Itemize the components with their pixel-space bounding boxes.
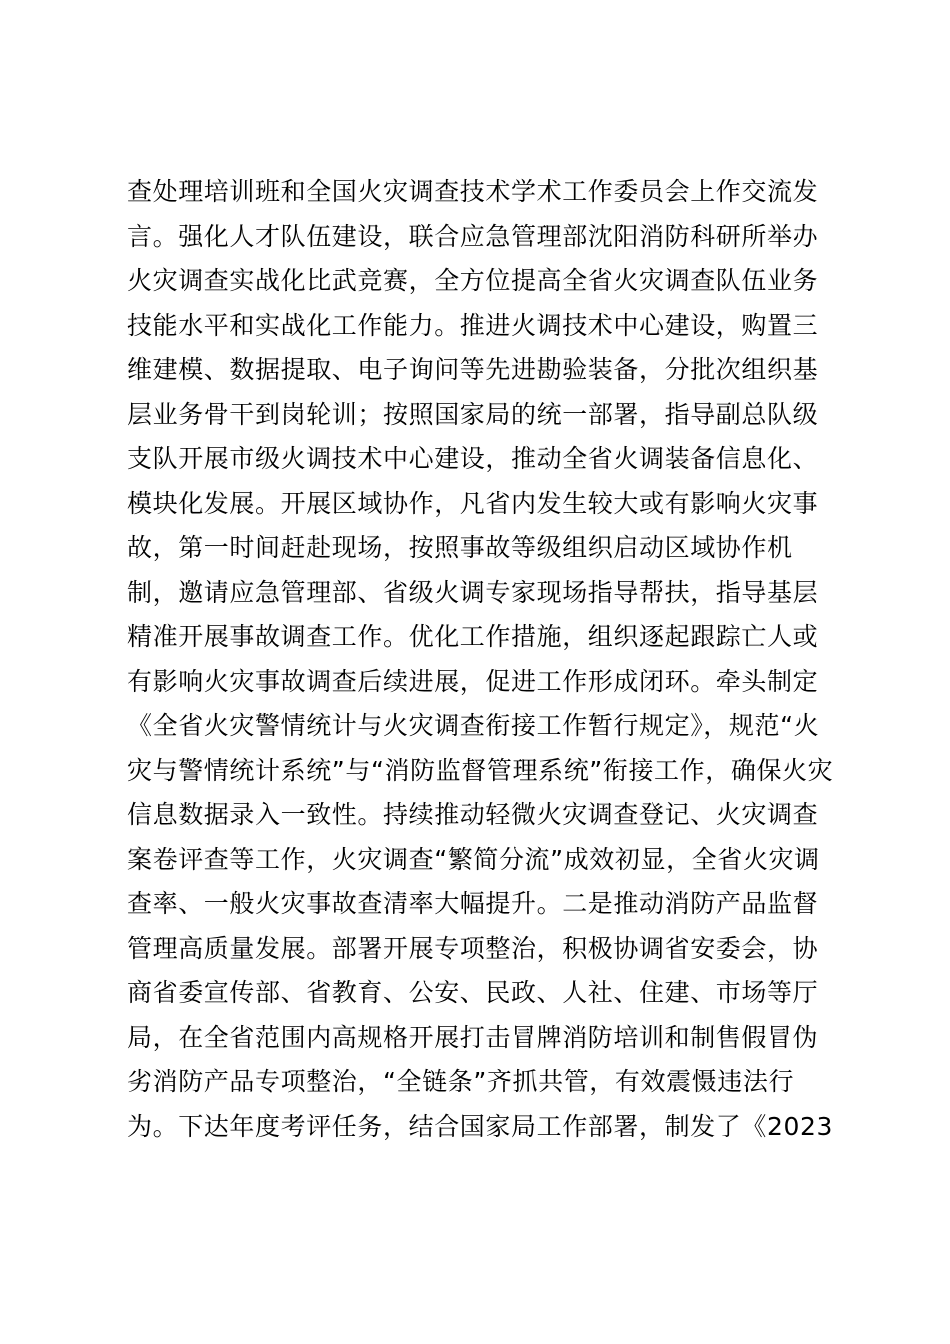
text-line: 模块化发展。开展区域协作，凡省内发生较大或有影响火灾事 bbox=[127, 488, 819, 518]
text-line: 案卷评查等工作，火灾调查“繁简分流”成效初显，全省火灾调 bbox=[127, 844, 820, 874]
text-line: 为。下达年度考评任务，结合国家局工作部署，制发了《2023 bbox=[127, 1111, 834, 1141]
text-line: 精准开展事故调查工作。优化工作措施，组织逐起跟踪亡人或 bbox=[127, 622, 819, 651]
text-line: 灾与警情统计系统”与“消防监督管理系统”衔接工作，确保火灾 bbox=[127, 755, 834, 785]
text-line: 查处理培训班和全国火灾调查技术学术工作委员会上作交流发 bbox=[127, 177, 819, 206]
text-line: 商省委宣传部、省教育、公安、民政、人社、住建、市场等厅 bbox=[127, 978, 819, 1007]
text-line: 管理高质量发展。部署开展专项整治，积极协调省安委会，协 bbox=[127, 933, 819, 963]
text-line: 故，第一时间赶赴现场，按照事故等级组织启动区域协作机 bbox=[127, 533, 793, 562]
text-line: 有影响火灾事故调查后续进展，促进工作形成闭环。牵头制定 bbox=[127, 666, 819, 696]
text-line: 局，在全省范围内高规格开展打击冒牌消防培训和制售假冒伪 bbox=[127, 1022, 819, 1052]
text-line: 信息数据录入一致性。持续推动轻微火灾调查登记、火灾调查 bbox=[127, 800, 819, 829]
text-line: 制，邀请应急管理部、省级火调专家现场指导帮扶，指导基层 bbox=[127, 577, 819, 607]
text-line: 《全省火灾警情统计与火灾调查衔接工作暂行规定》，规范“火 bbox=[127, 711, 820, 740]
text-line: 查率、一般火灾事故查清率大幅提升。二是推动消防产品监督 bbox=[127, 889, 819, 918]
text-line: 层业务骨干到岗轮训；按照国家局的统一部署，指导副总队级 bbox=[127, 399, 819, 429]
text-line: 维建模、数据提取、电子询问等先进勘验装备，分批次组织基 bbox=[127, 355, 819, 384]
text-line: 火灾调查实战化比武竞赛，全方位提高全省火灾调查队伍业务 bbox=[127, 266, 819, 295]
text-line: 技能水平和实战化工作能力。推进火调技术中心建设，购置三 bbox=[127, 310, 819, 340]
text-line: 言。强化人才队伍建设，联合应急管理部沈阳消防科研所举办 bbox=[127, 221, 819, 251]
body-paragraph bbox=[127, 170, 837, 1149]
text-line: 劣消防产品专项整治，“全链条”齐抓共管，有效震慑违法行 bbox=[127, 1067, 795, 1096]
text-line: 支队开展市级火调技术中心建设，推动全省火调装备信息化、 bbox=[127, 444, 819, 473]
